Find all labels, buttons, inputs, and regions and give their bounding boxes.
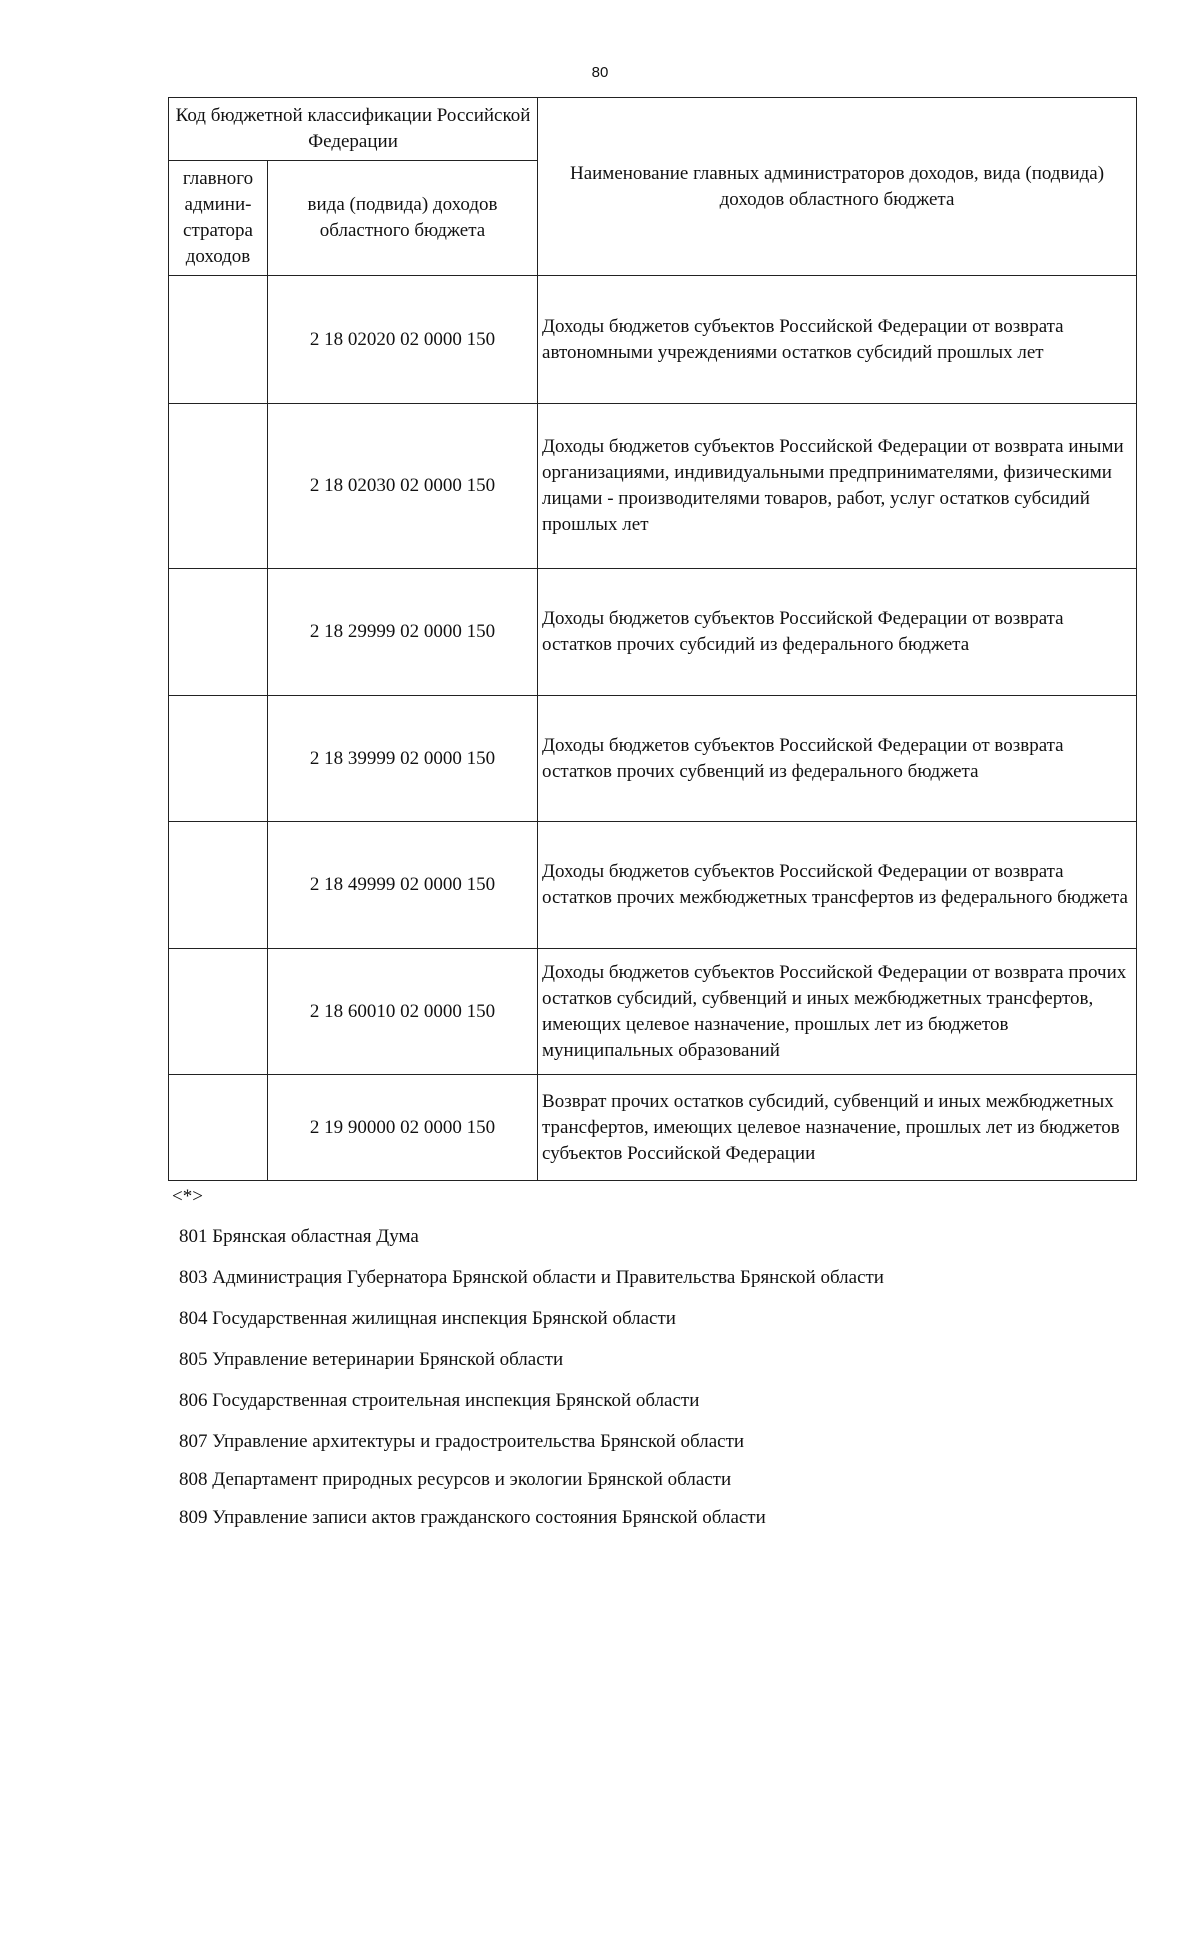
income-name-cell: Доходы бюджетов субъектов Российской Федерации от возврата остатков прочих субсидий из федерального бюджета [538,569,1137,696]
budget-classification-table [168,97,1136,1181]
header-main-administrator: главного админи-стратора доходов [169,161,268,276]
income-name-cell: Доходы бюджетов субъектов Российской Федерации от возврата прочих остатков субсидий, субвенций и иных межбюджетных трансфертов, имеющих целевое назначение, прошлых лет из бюджетов муниципальных образований [538,949,1137,1075]
list-item: 808 Департамент природных ресурсов и экологии Брянской области [179,1469,732,1490]
list-item: 806 Государственная строительная инспекция Брянской области [179,1390,700,1411]
list-item: 803 Администрация Губернатора Брянской области и Правительства Брянской области [179,1267,884,1288]
list-item: 805 Управление ветеринарии Брянской области [179,1349,564,1370]
admin-code-cell [169,949,268,1075]
admin-code-cell [169,404,268,569]
administrator-list [179,1224,884,1543]
admin-code-cell [169,569,268,696]
table-row [169,404,1137,569]
table-row [169,1075,1137,1181]
table-row [169,949,1137,1075]
income-name-cell: Доходы бюджетов субъектов Российской Федерации от возврата остатков прочих межбюджетных трансфертов из федерального бюджета [538,822,1137,949]
footnote-marker: <*> [172,1186,203,1207]
admin-code-cell [169,1075,268,1181]
income-code-cell: 2 19 90000 02 0000 150 [268,1075,538,1181]
income-code-cell: 2 18 49999 02 0000 150 [268,822,538,949]
list-item: 807 Управление архитектуры и градостроительства Брянской области [179,1431,745,1452]
admin-code-cell [169,696,268,822]
admin-code-cell [169,822,268,949]
income-code-cell: 2 18 60010 02 0000 150 [268,949,538,1075]
income-code-cell: 2 18 39999 02 0000 150 [268,696,538,822]
table-row [169,822,1137,949]
header-income-kind: вида (подвида) доходов областного бюджета [268,161,538,276]
admin-code-cell [169,276,268,404]
income-code-cell: 2 18 02020 02 0000 150 [268,276,538,404]
page-number: 80 [591,64,609,81]
income-name-cell: Возврат прочих остатков субсидий, субвенций и иных межбюджетных трансфертов, имеющих целевое назначение, прошлых лет из бюджетов субъектов Российской Федерации [538,1075,1137,1181]
header-budget-code: Код бюджетной классификации Российской Федерации [169,98,538,161]
header-administrator-name: Наименование главных администраторов доходов, вида (подвида) доходов областного бюджета [538,98,1137,276]
list-item: 804 Государственная жилищная инспекция Брянской области [179,1308,676,1329]
table-row [169,569,1137,696]
list-item: 809 Управление записи актов гражданского состояния Брянской области [179,1507,766,1528]
income-name-cell: Доходы бюджетов субъектов Российской Федерации от возврата остатков прочих субвенций из федерального бюджета [538,696,1137,822]
list-item: 801 Брянская областная Дума [179,1226,419,1247]
table-row [169,276,1137,404]
table-row [169,696,1137,822]
income-code-cell: 2 18 02030 02 0000 150 [268,404,538,569]
income-name-cell: Доходы бюджетов субъектов Российской Федерации от возврата автономными учреждениями остатков субсидий прошлых лет [538,276,1137,404]
income-code-cell: 2 18 29999 02 0000 150 [268,569,538,696]
income-name-cell: Доходы бюджетов субъектов Российской Федерации от возврата иными организациями, индивидуальными предпринимателями, физическими лицами - производителями товаров, работ, услуг остатков субсидий прошлых лет [538,404,1137,569]
